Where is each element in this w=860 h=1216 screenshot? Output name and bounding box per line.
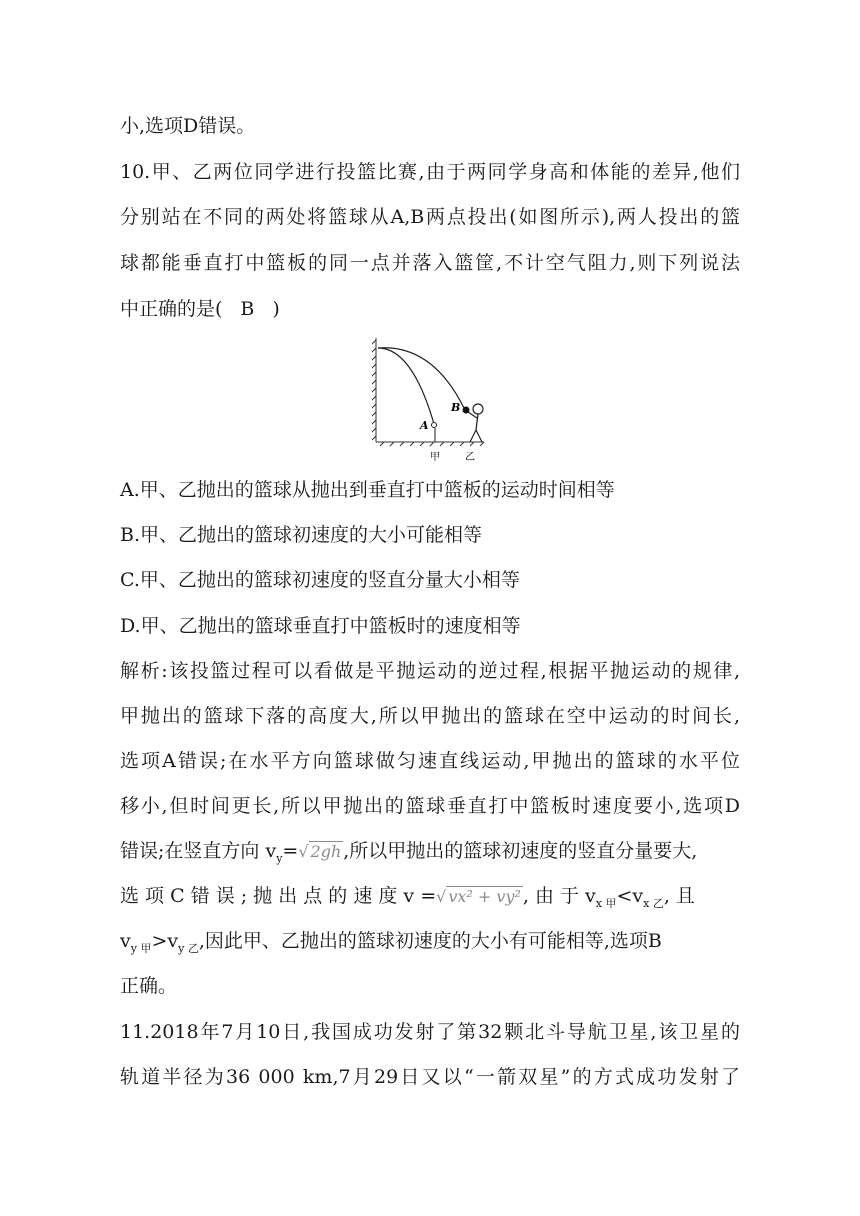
label-yi: 乙 <box>465 452 475 463</box>
subscript: x 乙 <box>643 896 664 910</box>
analysis-line-2: 甲抛出的篮球下落的高度大,所以甲抛出的篮球在空中运动的时间长, <box>120 705 740 727</box>
answer-letter: B <box>240 298 255 320</box>
subscript: y 乙 <box>178 941 199 955</box>
question-10-line-3: 球都能垂直打中篮板的同一点并落入篮筐,不计空气阻力,则下列说法 <box>120 252 740 274</box>
analysis-text: <v <box>616 885 644 907</box>
basketball-figure <box>372 338 490 466</box>
analysis-line-1: 解析:该投篮过程可以看做是平抛运动的逆过程,根据平抛运动的规律, <box>120 660 740 682</box>
text-line: 小,选项D错误。 <box>120 115 256 137</box>
analysis-line-4: 移小,但时间更长,所以甲抛出的篮球垂直打中篮板时速度要小,选项D <box>120 795 740 817</box>
option-a: A.甲、乙抛出的篮球从抛出到垂直打中篮板的运动时间相等 <box>120 479 615 501</box>
question-stem-end: 中正确的是( <box>120 298 223 320</box>
subscript: y <box>276 851 283 865</box>
analysis-text: 选 项 C 错 误 ; 抛 出 点 的 速 度 v = <box>120 885 437 907</box>
label-jia: 甲 <box>430 452 440 463</box>
question-10-line-2: 分别站在不同的两处将篮球从A,B两点投出(如图所示),两人投出的篮 <box>120 206 740 228</box>
sqrt-formula-v: √ vx² + vy² <box>436 887 521 906</box>
analysis-text: , 由 于 v <box>522 885 596 907</box>
option-d: D.甲、乙抛出的篮球垂直打中篮板时的速度相等 <box>120 615 521 637</box>
analysis-text: >v <box>151 930 179 952</box>
analysis-line-5 <box>120 839 740 864</box>
trajectory-b <box>378 348 464 408</box>
question-10-line-1: 10.甲、乙两位同学进行投篮比赛,由于两同学身高和体能的差异,他们 <box>120 161 740 183</box>
equals-sign: = <box>282 840 299 862</box>
label-b: B <box>451 401 461 414</box>
sqrt-formula-vy: √ 2gh <box>298 842 342 861</box>
closing-paren: ) <box>272 298 280 320</box>
analysis-text: 错误;在竖直方向 v <box>120 840 277 862</box>
person-b-head <box>473 404 483 414</box>
label-a: A <box>420 419 429 432</box>
option-c: C.甲、乙抛出的篮球初速度的竖直分量大小相等 <box>120 569 520 591</box>
analysis-text: v <box>120 930 131 952</box>
option-b: B.甲、乙抛出的篮球初速度的大小可能相等 <box>120 524 483 546</box>
analysis-text: ,所以甲抛出的篮球初速度的竖直分量要大, <box>343 840 698 862</box>
subscript: x 甲 <box>595 896 617 910</box>
subscript: y 甲 <box>130 941 152 955</box>
figure-svg <box>372 338 490 466</box>
trajectory-a <box>378 348 434 424</box>
analysis-line-6 <box>120 884 740 909</box>
analysis-line-7 <box>120 929 740 953</box>
ball-a <box>432 423 437 428</box>
question-11-line-1: 11.2018年7月10日,我国成功发射了第32颗北斗导航卫星,该卫星的 <box>120 1021 740 1043</box>
analysis-line-3: 选项A错误;在水平方向篮球做匀速直线运动,甲抛出的篮球的水平位 <box>120 750 740 772</box>
analysis-text: , 且 <box>663 885 695 907</box>
question-11-line-2: 轨道半径为36 000 km,7月29日又以“一箭双星”的方式成功发射了 <box>120 1066 740 1088</box>
analysis-line-8: 正确。 <box>120 975 178 997</box>
analysis-text: ,因此甲、乙抛出的篮球初速度的大小有可能相等,选项B <box>198 930 662 952</box>
question-10-line-4 <box>120 297 740 321</box>
